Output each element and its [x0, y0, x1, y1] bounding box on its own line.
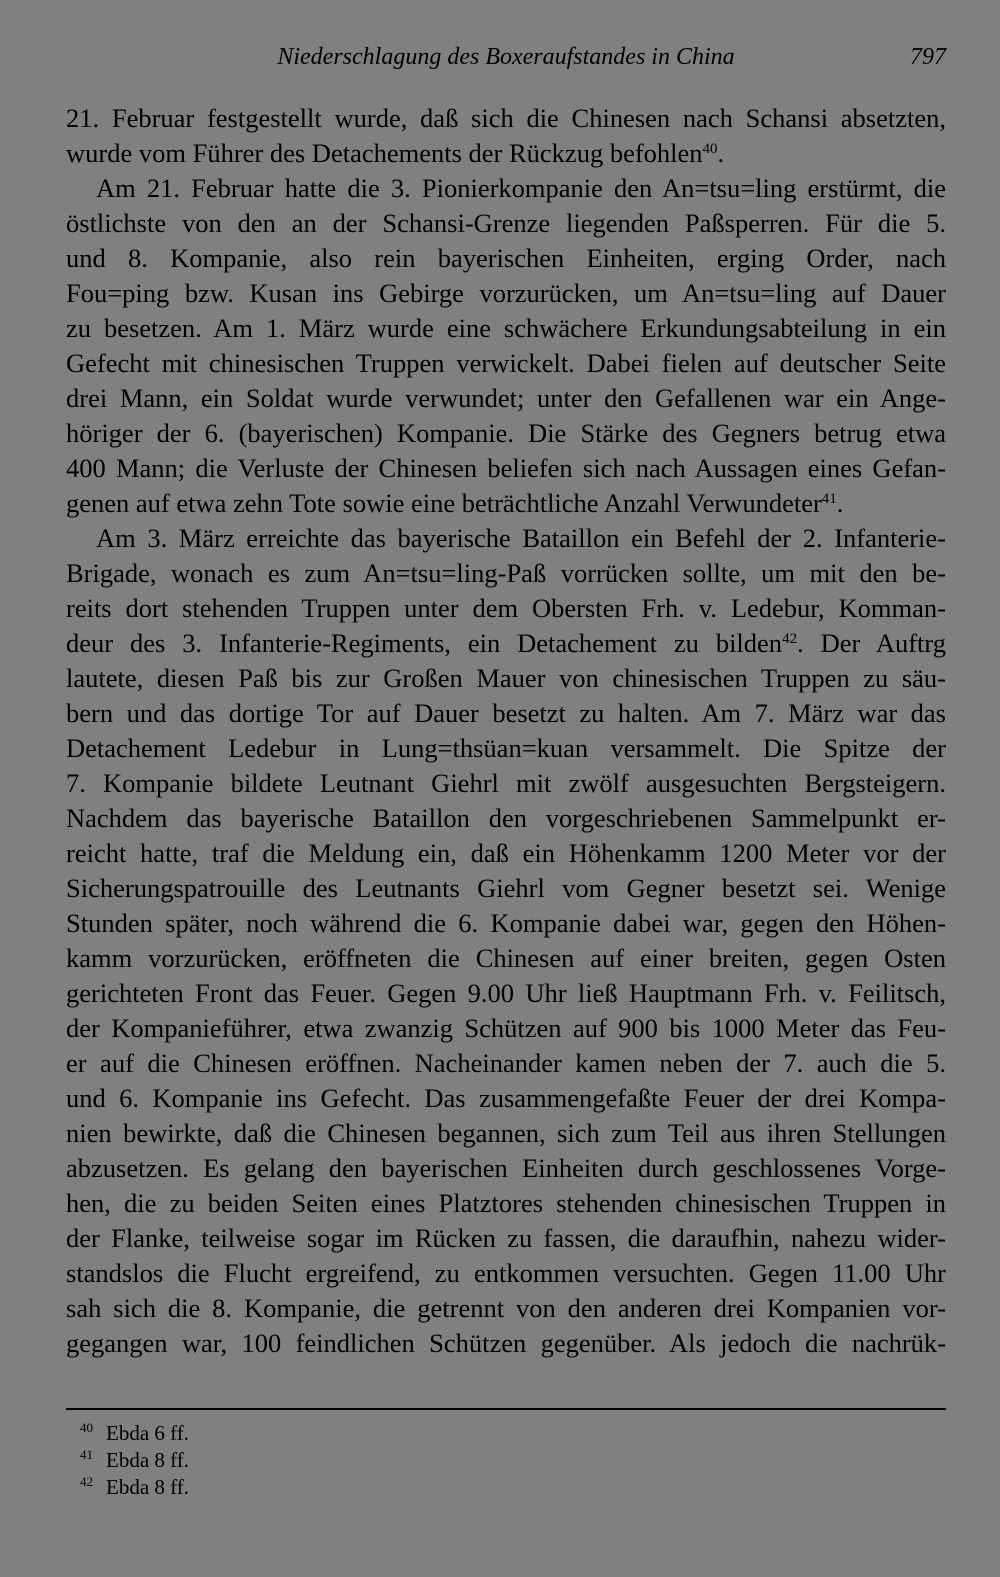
text-line: Detachement Ledebur in Lung=thsüan=kuan versammelt. Die Spitze der	[66, 733, 946, 763]
running-head	[66, 40, 946, 74]
text-line: hen, die zu beiden Seiten eines Platztores stehenden chinesischen Truppen in	[66, 1188, 946, 1218]
text-line: Brigade, wonach es zum An=tsu=ling-Paß vorrücken sollte, um mit den be-	[66, 558, 946, 588]
text-line: reits dort stehenden Truppen unter dem Obersten Frh. v. Ledebur, Komman-	[66, 593, 946, 623]
text-line: nien bewirkte, daß die Chinesen begannen, sich zum Teil aus ihren Stellungen	[66, 1118, 946, 1148]
text-line: Sicherungspatrouille des Leutnants Giehrl vom Gegner besetzt sei. Wenige	[66, 873, 946, 903]
text-line: 21. Februar festgestellt wurde, daß sich die Chinesen nach Schansi absetzten,	[66, 103, 946, 133]
text-line: sah sich die 8. Kompanie, die getrennt von den anderen drei Kompanien vor-	[66, 1293, 946, 1323]
text-line: und 6. Kompanie ins Gefecht. Das zusammengefaßte Feuer der drei Kompa-	[66, 1083, 946, 1113]
text-line: wurde vom Führer des Detachements der Rückzug befohlen$^{40}$.	[66, 138, 725, 168]
text-line: standslos die Flucht ergreifend, zu entkommen versuchten. Gegen 11.00 Uhr	[66, 1258, 946, 1288]
text-line: er auf die Chinesen eröffnen. Nacheinander kamen neben der 7. auch die 5.	[66, 1048, 946, 1078]
text-line: östlichste von den an der Schansi-Grenze liegenden Paßsperren. Für die 5.	[66, 208, 946, 238]
text-line: 400 Mann; die Verluste der Chinesen beliefen sich nach Aussagen eines Gefan-	[66, 453, 946, 483]
text-line: Nachdem das bayerische Bataillon den vorgeschriebenen Sammelpunkt er-	[66, 803, 946, 833]
text-line: bern und das dortige Tor auf Dauer besetzt zu halten. Am 7. März war das	[66, 698, 946, 728]
text-line: Gefecht mit chinesischen Truppen verwickelt. Dabei fielen auf deutscher Seite	[66, 348, 946, 378]
text-line: Am 3. März erreichte das bayerische Bataillon ein Befehl der 2. Infanterie-	[96, 523, 946, 553]
footnote: 40 Ebda 6 ff.	[80, 1420, 190, 1445]
footnote-ref: 42	[782, 631, 798, 647]
footnote-text: Ebda 8 ff.	[106, 1475, 190, 1499]
footnote: 41 Ebda 8 ff.	[80, 1447, 190, 1472]
text-line: 7. Kompanie bildete Leutnant Giehrl mit zwölf ausgesuchten Bergsteigern.	[66, 768, 946, 798]
text-line: Stunden später, noch während die 6. Kompanie dabei war, gegen den Höhen-	[66, 908, 946, 938]
page-number: 797	[910, 44, 946, 70]
footnote-text: Ebda 6 ff.	[106, 1421, 190, 1445]
footnotes	[80, 1420, 189, 1501]
text-line: der Flanke, teilweise sogar im Rücken zu fassen, die daraufhin, nahezu wider-	[66, 1223, 946, 1253]
text-line: gerichteten Front das Feuer. Gegen 9.00 Uhr ließ Hauptmann Frh. v. Feilitsch,	[66, 978, 946, 1008]
footnote-ref: 41	[821, 491, 837, 507]
running-title: Niederschlagung des Boxeraufstandes in China	[277, 44, 735, 70]
text-line: Am 21. Februar hatte die 3. Pionierkompanie den An=tsu=ling erstürmt, die	[96, 173, 946, 203]
text-line: genen auf etwa zehn Tote sowie eine beträchtliche Anzahl Verwundeter$^{41}$.	[66, 488, 844, 518]
footnote-divider	[66, 1408, 946, 1410]
text-line: gegangen war, 100 feindlichen Schützen gegenüber. Als jedoch die nachrük-	[66, 1328, 946, 1358]
text-line: kamm vorzurücken, eröffneten die Chinesen auf einer breiten, gegen Osten	[66, 943, 946, 973]
footnote: 42 Ebda 8 ff.	[80, 1474, 190, 1499]
text-line: der Kompanieführer, etwa zwanzig Schützen auf 900 bis 1000 Meter das Feu-	[66, 1013, 946, 1043]
text-line: Fou=ping bzw. Kusan ins Gebirge vorzurücken, um An=tsu=ling auf Dauer	[66, 278, 946, 308]
text-line: lautete, diesen Paß bis zur Großen Mauer von chinesischen Truppen zu säu-	[66, 663, 946, 693]
footnote-text: Ebda 8 ff.	[106, 1448, 190, 1472]
text-line: deur des 3. Infanterie-Regiments, ein Detachement zu bilden$^{42}$. Der Auftrg	[66, 628, 946, 658]
text-line: abzusetzen. Es gelang den bayerischen Einheiten durch geschlossenes Vorge-	[66, 1153, 946, 1183]
text-line: drei Mann, ein Soldat wurde verwundet; unter den Gefallenen war ein Ange-	[66, 383, 946, 413]
footnote-ref: 40	[702, 141, 718, 157]
text-line: zu besetzen. Am 1. März wurde eine schwächere Erkundungsabteilung in ein	[66, 313, 946, 343]
text-line: höriger der 6. (bayerischen) Kompanie. Die Stärke des Gegners betrug etwa	[66, 418, 946, 448]
body-text	[66, 101, 946, 1361]
text-line: reicht hatte, traf die Meldung ein, daß ein Höhenkamm 1200 Meter vor der	[66, 838, 946, 868]
text-line: und 8. Kompanie, also rein bayerischen Einheiten, erging Order, nach	[66, 243, 946, 273]
